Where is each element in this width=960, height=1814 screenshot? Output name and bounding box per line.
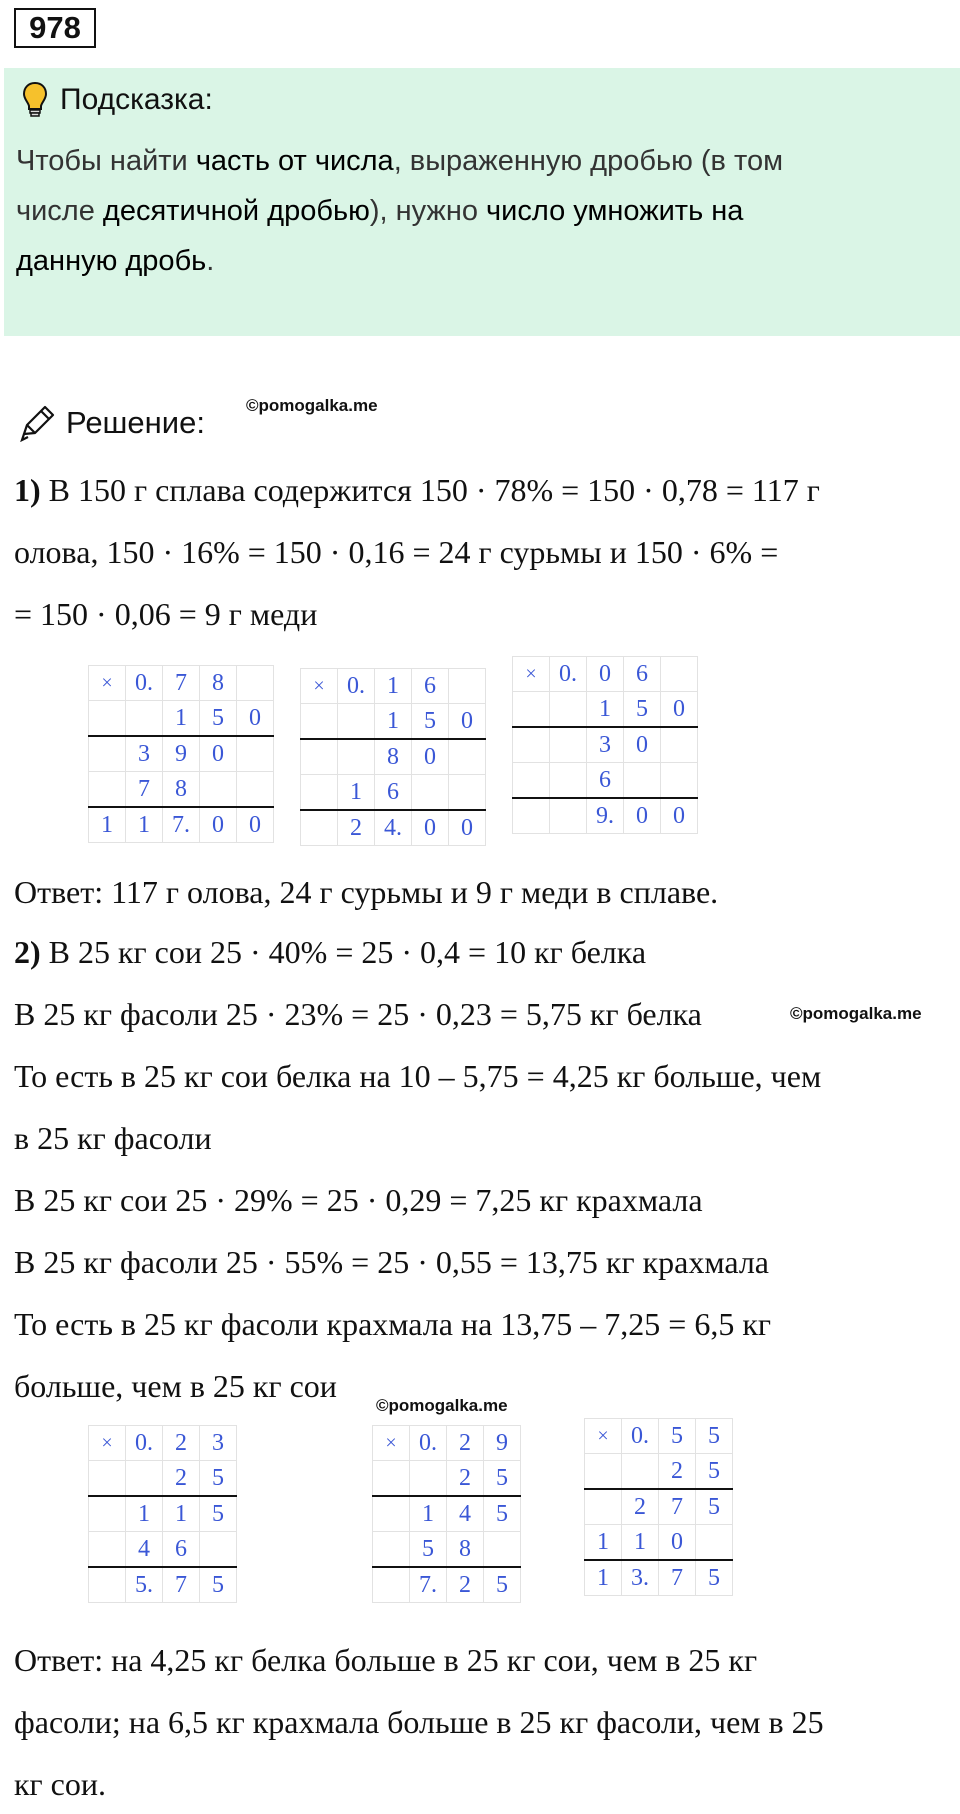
calc-cell: 1 bbox=[585, 1525, 622, 1561]
calc-cell bbox=[89, 736, 126, 772]
calc-cell: 1 bbox=[410, 1496, 447, 1532]
calc-cell: 9 bbox=[484, 1426, 521, 1461]
calc-row bbox=[301, 739, 486, 775]
calc-cell: × bbox=[585, 1419, 622, 1454]
hint-header bbox=[22, 78, 213, 122]
calc-cell bbox=[550, 692, 587, 728]
part2-line6: В 25 кг фасоли 25 · 55% = 25 · 0,55 = 13,75 кг крахмала bbox=[14, 1244, 769, 1280]
calc-cell: 5 bbox=[696, 1489, 733, 1525]
calc-row bbox=[89, 772, 274, 808]
calc-cell bbox=[373, 1532, 410, 1568]
calc-row bbox=[89, 807, 274, 843]
calc-cell bbox=[661, 657, 698, 692]
calc-cell bbox=[513, 727, 550, 763]
calc-cell: 8 bbox=[200, 666, 237, 701]
calc-cell bbox=[449, 775, 486, 811]
part1-answer: Ответ: 117 г олова, 24 г сурьмы и 9 г меди в сплаве. bbox=[14, 874, 719, 910]
calc-cell: 8 bbox=[375, 739, 412, 775]
calc-row bbox=[89, 1567, 237, 1603]
part2-answer-line2: фасоли; на 6,5 кг крахмала больше в 25 кг фасоли, чем в 25 bbox=[14, 1704, 824, 1740]
calc-table-5 bbox=[372, 1425, 521, 1603]
part2-line4: в 25 кг фасоли bbox=[14, 1120, 212, 1156]
calc-cell: 8 bbox=[163, 772, 200, 808]
calc-cell: 1 bbox=[338, 775, 375, 811]
calc-cell bbox=[513, 763, 550, 799]
calc-row bbox=[89, 1426, 237, 1461]
calc-cell: 5 bbox=[696, 1419, 733, 1454]
calc-cell: 6 bbox=[587, 763, 624, 799]
calc-cell: 0 bbox=[200, 807, 237, 843]
part2-line2: В 25 кг фасоли 25 · 23% = 25 · 0,23 = 5,75 кг белка bbox=[14, 996, 702, 1032]
calc-table-4 bbox=[88, 1425, 237, 1603]
calc-cell: 0 bbox=[412, 739, 449, 775]
calc-row bbox=[513, 763, 698, 799]
calc-cell bbox=[585, 1454, 622, 1490]
calc-cell: 0 bbox=[200, 736, 237, 772]
calc-cell: 7 bbox=[126, 772, 163, 808]
calc-cell: 5 bbox=[200, 1496, 237, 1532]
calc-cell: 2 bbox=[163, 1461, 200, 1497]
pencil-icon bbox=[18, 404, 56, 442]
calc-cell bbox=[373, 1461, 410, 1497]
calc-row bbox=[373, 1461, 521, 1497]
calc-cell: 2 bbox=[163, 1426, 200, 1461]
calc-cell: 5 bbox=[412, 704, 449, 740]
part1-line2: олова, 150 · 16% = 150 · 0,16 = 24 г сурьмы и 150 · 6% = bbox=[14, 534, 779, 570]
calc-row bbox=[373, 1567, 521, 1603]
calc-row bbox=[373, 1532, 521, 1568]
watermark: ©pomogalka.me bbox=[246, 396, 378, 415]
calc-cell bbox=[338, 704, 375, 740]
calc-row bbox=[513, 692, 698, 728]
calc-cell bbox=[622, 1454, 659, 1490]
calc-row bbox=[373, 1496, 521, 1532]
part2-answer-line3: кг сои. bbox=[14, 1766, 106, 1802]
calc-cell bbox=[237, 666, 274, 701]
calc-cell: 0 bbox=[661, 692, 698, 728]
calc-cell: 6 bbox=[375, 775, 412, 811]
calc-cell: 0. bbox=[338, 669, 375, 704]
calc-cell bbox=[412, 775, 449, 811]
calc-cell: 1 bbox=[126, 807, 163, 843]
calc-cell: 1 bbox=[375, 669, 412, 704]
calc-cell: 0 bbox=[659, 1525, 696, 1561]
calc-row bbox=[89, 1461, 237, 1497]
calc-cell bbox=[89, 701, 126, 737]
calc-cell: × bbox=[89, 666, 126, 701]
calc-cell bbox=[373, 1496, 410, 1532]
calc-cell: 5 bbox=[484, 1461, 521, 1497]
calc-cell: 1 bbox=[585, 1560, 622, 1596]
calc-row bbox=[513, 727, 698, 763]
calc-cell bbox=[89, 1532, 126, 1568]
calc-cell bbox=[89, 1496, 126, 1532]
calc-cell: 1 bbox=[126, 1496, 163, 1532]
part1-line3: = 150 · 0,06 = 9 г меди bbox=[14, 596, 318, 632]
calc-row bbox=[89, 1496, 237, 1532]
calc-cell: 0 bbox=[449, 704, 486, 740]
calc-row bbox=[585, 1525, 733, 1561]
calc-cell: 0. bbox=[126, 666, 163, 701]
calc-cell: 7. bbox=[410, 1567, 447, 1603]
calc-cell: 0. bbox=[126, 1426, 163, 1461]
calc-cell: 9. bbox=[587, 798, 624, 834]
calc-cell: 5 bbox=[200, 701, 237, 737]
calc-row bbox=[301, 775, 486, 811]
calc-cell: 5 bbox=[484, 1567, 521, 1603]
calc-row bbox=[585, 1560, 733, 1596]
calc-row bbox=[373, 1426, 521, 1461]
calc-row bbox=[585, 1419, 733, 1454]
calc-cell: 1 bbox=[163, 1496, 200, 1532]
calc-cell: 0 bbox=[624, 727, 661, 763]
calc-row bbox=[585, 1454, 733, 1490]
calc-cell: 0 bbox=[661, 798, 698, 834]
calc-cell: 4 bbox=[126, 1532, 163, 1568]
calc-cell: 3 bbox=[587, 727, 624, 763]
calc-cell bbox=[89, 1567, 126, 1603]
calc-cell: × bbox=[373, 1426, 410, 1461]
calc-row bbox=[513, 798, 698, 834]
part2-line1: 2) В 25 кг сои 25 · 40% = 25 · 0,4 = 10 кг белка bbox=[14, 934, 647, 970]
calc-row bbox=[301, 704, 486, 740]
calc-cell: 0. bbox=[410, 1426, 447, 1461]
calc-cell bbox=[301, 810, 338, 846]
calc-cell: 1 bbox=[587, 692, 624, 728]
calc-cell: 0 bbox=[237, 807, 274, 843]
calc-cell: 0 bbox=[587, 657, 624, 692]
calc-cell bbox=[200, 772, 237, 808]
calc-cell bbox=[484, 1532, 521, 1568]
calc-cell bbox=[126, 1461, 163, 1497]
calc-cell: 0 bbox=[237, 701, 274, 737]
calc-cell bbox=[550, 763, 587, 799]
calc-cell: 2 bbox=[622, 1489, 659, 1525]
calc-cell: 0 bbox=[449, 810, 486, 846]
calc-cell bbox=[301, 775, 338, 811]
calc-cell bbox=[338, 739, 375, 775]
part2-line8: больше, чем в 25 кг сои bbox=[14, 1368, 337, 1404]
solution-title: Решение: bbox=[66, 405, 205, 440]
calc-cell bbox=[585, 1489, 622, 1525]
calc-cell: 7 bbox=[659, 1489, 696, 1525]
watermark: ©pomogalka.me bbox=[376, 1396, 508, 1415]
part1-line1: 1) В 150 г сплава содержится 150 · 78% = 150 · 0,78 = 117 г bbox=[14, 472, 820, 508]
solution-header bbox=[18, 398, 205, 448]
calc-cell: 2 bbox=[338, 810, 375, 846]
part2-line3: То есть в 25 кг сои белка на 10 – 5,75 = 4,25 кг больше, чем bbox=[14, 1058, 822, 1094]
calc-cell: 6 bbox=[412, 669, 449, 704]
calc-cell bbox=[550, 798, 587, 834]
calc-cell: 1 bbox=[375, 704, 412, 740]
calc-row bbox=[301, 669, 486, 704]
calc-cell bbox=[550, 727, 587, 763]
watermark: ©pomogalka.me bbox=[790, 1004, 922, 1023]
calc-cell: 2 bbox=[447, 1461, 484, 1497]
calc-row bbox=[585, 1489, 733, 1525]
calc-cell bbox=[449, 669, 486, 704]
calc-table-2 bbox=[300, 668, 486, 846]
calc-cell: 3. bbox=[622, 1560, 659, 1596]
calc-cell: 0 bbox=[412, 810, 449, 846]
calc-cell: 9 bbox=[163, 736, 200, 772]
calc-cell: 8 bbox=[447, 1532, 484, 1568]
calc-table-1 bbox=[88, 665, 274, 843]
calc-cell: 6 bbox=[624, 657, 661, 692]
calc-cell: 5 bbox=[624, 692, 661, 728]
calc-cell bbox=[237, 736, 274, 772]
calc-row bbox=[89, 701, 274, 737]
calc-cell: 5 bbox=[410, 1532, 447, 1568]
calc-row bbox=[89, 736, 274, 772]
calc-table-6 bbox=[584, 1418, 733, 1596]
calc-cell: 2 bbox=[447, 1567, 484, 1603]
calc-cell: 1 bbox=[163, 701, 200, 737]
calc-cell: 5 bbox=[659, 1419, 696, 1454]
calc-row bbox=[513, 657, 698, 692]
calc-cell bbox=[200, 1532, 237, 1568]
calc-cell bbox=[126, 701, 163, 737]
calc-cell: 5 bbox=[696, 1560, 733, 1596]
calc-cell bbox=[301, 704, 338, 740]
hint-box bbox=[4, 68, 960, 336]
calc-cell bbox=[624, 763, 661, 799]
calc-cell: 5 bbox=[200, 1567, 237, 1603]
calc-cell: × bbox=[89, 1426, 126, 1461]
calc-table-3 bbox=[512, 656, 698, 834]
calc-cell: 2 bbox=[659, 1454, 696, 1490]
calc-cell: 5 bbox=[200, 1461, 237, 1497]
calc-cell: 0. bbox=[550, 657, 587, 692]
calc-cell bbox=[301, 739, 338, 775]
part2-line7: То есть в 25 кг фасоли крахмала на 13,75 – 7,25 = 6,5 кг bbox=[14, 1306, 771, 1342]
calc-cell: 2 bbox=[447, 1426, 484, 1461]
calc-cell: 1 bbox=[89, 807, 126, 843]
calc-cell: 1 bbox=[622, 1525, 659, 1561]
problem-number: 978 bbox=[14, 8, 96, 48]
calc-cell: 5. bbox=[126, 1567, 163, 1603]
calc-cell bbox=[373, 1567, 410, 1603]
part2-line5: В 25 кг сои 25 · 29% = 25 · 0,29 = 7,25 кг крахмала bbox=[14, 1182, 703, 1218]
calc-cell: 3 bbox=[200, 1426, 237, 1461]
calc-cell: 7 bbox=[163, 666, 200, 701]
calc-cell: 5 bbox=[696, 1454, 733, 1490]
calc-cell: 6 bbox=[163, 1532, 200, 1568]
calc-cell bbox=[513, 692, 550, 728]
calc-cell: × bbox=[301, 669, 338, 704]
calc-cell: 4 bbox=[447, 1496, 484, 1532]
calc-row bbox=[301, 810, 486, 846]
calc-cell bbox=[696, 1525, 733, 1561]
calc-cell bbox=[513, 798, 550, 834]
calc-cell: × bbox=[513, 657, 550, 692]
calc-cell bbox=[410, 1461, 447, 1497]
calc-cell bbox=[237, 772, 274, 808]
calc-cell: 0. bbox=[622, 1419, 659, 1454]
calc-cell bbox=[661, 763, 698, 799]
calc-row bbox=[89, 666, 274, 701]
calc-cell bbox=[449, 739, 486, 775]
hint-title: Подсказка: bbox=[60, 83, 213, 116]
calc-cell: 4. bbox=[375, 810, 412, 846]
lightbulb-icon bbox=[22, 81, 48, 119]
calc-cell: 5 bbox=[484, 1496, 521, 1532]
calc-row bbox=[89, 1532, 237, 1568]
calc-cell bbox=[89, 772, 126, 808]
hint-text: Чтобы найти часть от числа, выраженную дробью (в том числе десятичной дробью), нужно число умножить на данную дробь. bbox=[16, 145, 784, 277]
calc-cell: 0 bbox=[624, 798, 661, 834]
calc-cell: 7 bbox=[163, 1567, 200, 1603]
calc-cell: 3 bbox=[126, 736, 163, 772]
calc-cell bbox=[89, 1461, 126, 1497]
calc-cell: 7. bbox=[163, 807, 200, 843]
calc-cell: 7 bbox=[659, 1560, 696, 1596]
part2-answer-line1: Ответ: на 4,25 кг белка больше в 25 кг сои, чем в 25 кг bbox=[14, 1642, 758, 1678]
calc-cell bbox=[661, 727, 698, 763]
